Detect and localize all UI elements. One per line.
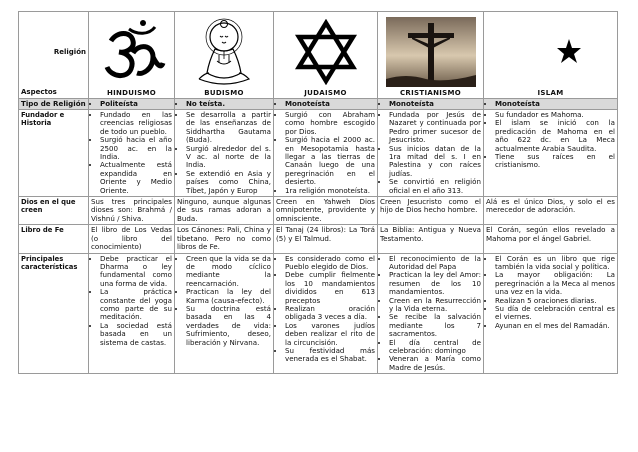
list-item: • Es considerado como el Pueblo elegido de Dios.: [285, 255, 375, 272]
list-item: • Su día de celebración central es el viernes.: [495, 305, 615, 322]
list-item: • Creen que la vida se da de modo cíclico mediante la reencarnación.: [186, 255, 271, 289]
col-label-hinduismo: HINDUISMO: [106, 88, 157, 97]
cell-text: Creen en Yahweh Dios omnipotente, providente y omnisciente.: [274, 197, 378, 225]
list-item: • Fundado en las creencias religiosas de todo un pueblo.: [100, 111, 172, 136]
list-item: • Practican la ley del Amor: resumen de los 10 mandamientos.: [389, 271, 481, 296]
cell-text: La Biblia: Antigua y Nueva Testamento.: [378, 225, 484, 253]
list-item: • Surgió hacia el año 2500 ac. en la India.: [100, 136, 172, 161]
list-item: • Realizan 5 oraciones diarias.: [495, 297, 615, 305]
list-item: • El islam se inició con la predicación de Mahoma en el año 622 dc. en La Meca actualmente Arabia Saudita.: [495, 119, 615, 153]
list-item: • Practican la ley del Karma (causa-efecto).: [186, 288, 271, 305]
list-item: • La práctica constante del yoga como parte de su meditación.: [100, 288, 172, 322]
religion-label: Religión: [53, 48, 86, 56]
om-icon: [89, 16, 174, 88]
header-judaismo: [274, 12, 378, 99]
list-item: • Se convirtió en religión oficial en el año 313.: [389, 178, 481, 195]
header-hinduismo: [89, 12, 175, 99]
list-item: • Se desarrolla a partir de las enseñanzas de Siddhartha Gautama (Buda).: [186, 111, 271, 145]
list-item: • Actualmente está expandida en Oriente y Medio Oriente.: [100, 161, 172, 195]
crucifix-icon: [378, 16, 483, 88]
list-item: • Se recibe la salvación mediante los 7 sacramentos.: [389, 313, 481, 338]
col-label-islam: ISLAM: [537, 88, 564, 97]
list-item: • Los varones judíos deben realizar el rito de la circuncisión.: [285, 322, 375, 347]
list-item: • Politeísta: [100, 99, 172, 108]
cell-text: Ninguno, aunque algunas de sus ramas adoran a Buda.: [175, 197, 274, 225]
list-item: • Creen en la Resurrección y la Vida eterna.: [389, 297, 481, 314]
list-item: • Monoteísta: [285, 99, 375, 108]
list-item: • El reconocimiento de la Autoridad del Papa: [389, 255, 481, 272]
list-item: • No teísta.: [186, 99, 271, 108]
header-corner-cell: [19, 12, 89, 99]
row-fundador: [19, 110, 618, 197]
star-of-david-icon: [274, 16, 377, 88]
header-row: [19, 12, 618, 99]
list-item: • Realizan oración obligada 3 veces a día.: [285, 305, 375, 322]
row-label-tipo: Tipo de Religión: [19, 99, 89, 110]
list-item: • Monoteísta: [389, 99, 481, 108]
cell-text: Sus tres principales dioses son: Brahmá / Vishnú / Shiva.: [89, 197, 175, 225]
list-item: • Fundada por Jesús de Nazaret y continuada por Pedro primer sucesor de Jesucristo.: [389, 111, 481, 145]
list-item: • La sociedad está basada en un sistema de castas.: [100, 322, 172, 347]
row-principales: [19, 253, 618, 374]
col-label-judaismo: JUDAISMO: [304, 88, 347, 97]
list-item: • Surgió hacia el 2000 ac. en Mesopotamia hasta llegar a las tierras de Canaán luego de una peregrinación en el desierto.: [285, 136, 375, 186]
list-item: • Tiene sus raíces en el cristianismo.: [495, 153, 615, 170]
list-item: • Se extendió en Asia y países como China, Tíbet, Japón y Europ: [186, 170, 271, 195]
list-item: • Veneran a María como Madre de Jesús.: [389, 355, 481, 372]
list-item: • Surgió con Abraham como hombre escogido por Dios.: [285, 111, 375, 136]
cell-text: Creen Jesucristo como el hijo de Dios hecho hombre.: [378, 197, 484, 225]
cell-text: El Corán, según ellos revelado a Mahoma por el ángel Gabriel.: [484, 225, 618, 253]
list-item: • La mayor obligación: La peregrinación a la Meca al menos una vez en la vida.: [495, 271, 615, 296]
list-item: • Su doctrina está basada en las 4 verdades de vida: Sufrimiento, deseo, liberación y Nirvana.: [186, 305, 271, 347]
list-item: • Monoteísta: [495, 99, 615, 108]
list-item: • El Corán es un libro que rige también la vida social y política.: [495, 255, 615, 272]
list-item: • Su fundador es Mahoma.: [495, 111, 615, 119]
cell-text: Los Cánones: Pali, China y tibetano. Pero no como libros de Fe.: [175, 225, 274, 253]
row-label-fundador: Fundador e Historia: [19, 110, 89, 197]
cell-text: Alá es el único Dios, y solo el es merecedor de adoración.: [484, 197, 618, 225]
row-tipo: [19, 99, 618, 110]
header-cristianismo: [378, 12, 484, 99]
buddha-icon: [175, 16, 273, 88]
col-label-budismo: BUDISMO: [204, 88, 244, 97]
cell-text: El libro de Los Vedas (o libro del conocimiento): [89, 225, 175, 253]
religions-comparison-table: [18, 11, 618, 374]
row-label-libro: Libro de Fe: [19, 225, 89, 253]
row-label-principales: Principales características: [19, 253, 89, 374]
list-item: • Surgió alrededor del s. V ac. al norte de la India.: [186, 145, 271, 170]
aspects-label: Aspectos: [21, 87, 57, 96]
list-item: • Sus inicios datan de la 1ra mitad del s. I en Palestina y con raíces judías.: [389, 145, 481, 179]
list-item: • 1ra religión monoteísta.: [285, 187, 375, 195]
list-item: • Su festividad más venerada es el Shabat.: [285, 347, 375, 364]
list-item: • El día central de celebración: domingo: [389, 339, 481, 356]
crescent-star-icon: [484, 16, 617, 88]
row-libro: [19, 225, 618, 253]
list-item: • Debe cumplir fielmente los 10 mandamientos divididos en 613 preceptos: [285, 271, 375, 305]
col-label-cristianismo: CRISTIANISMO: [400, 88, 461, 97]
cell-text: El Tanaj (24 libros): La Torá (5) y El Talmud.: [274, 225, 378, 253]
row-dios: [19, 197, 618, 225]
list-item: • Debe practicar el Dharma o ley fundamental como una forma de vida.: [100, 255, 172, 289]
row-label-dios: Dios en el que creen: [19, 197, 89, 225]
header-budismo: [175, 12, 274, 99]
list-item: • Ayunan en el mes del Ramadán.: [495, 322, 615, 330]
header-islam: [484, 12, 618, 99]
